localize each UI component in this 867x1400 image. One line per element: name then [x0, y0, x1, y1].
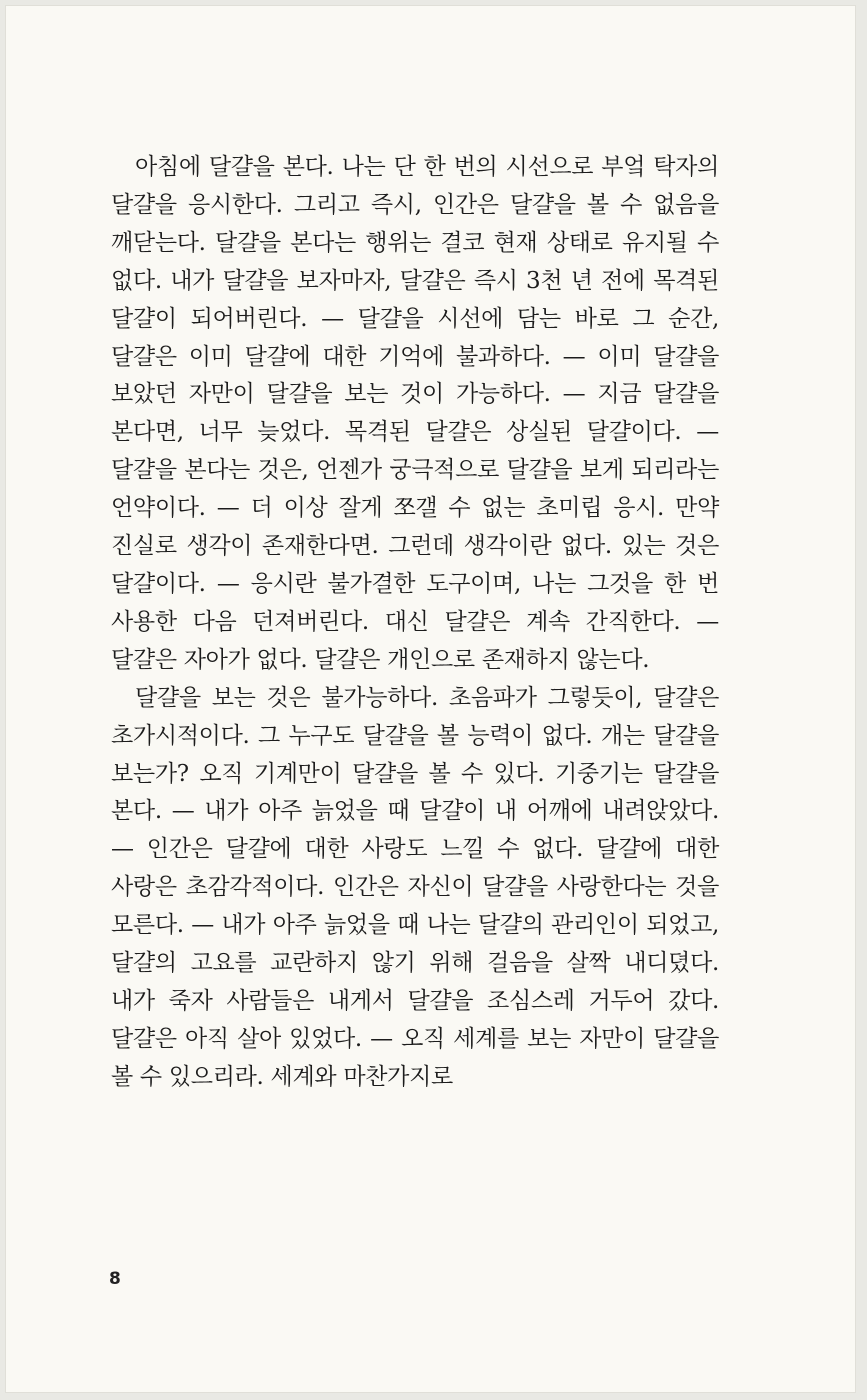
- paragraph-1: 아침에 달걀을 본다. 나는 단 한 번의 시선으로 부엌 탁자의 달걀을 응시한다. 그리고 즉시, 인간은 달걀을 볼 수 없음을 깨닫는다. 달걀을 본다는 행위는 결코 현재 상태로 유지될 수 없다. 내가 달걀을 보자마자, 달걀은 즉시 3천 년 전에 목격된 달걀이 되어버린다. — 달걀을 시선에 담는 바로 그 순간, 달걀은 이미 달걀에 대한 기억에 불과하다. — 이미 달걀을 보았던 자만이 달걀을 보는 것이 가능하다. — 지금 달걀을 본다면, 너무 늦었다. 목격된 달걀은 상실된 달걀이다. — 달걀을 본다는 것은, 언젠가 궁극적으로 달걀을 보게 되리라는 언약이다. — 더 이상 잘게 쪼갤 수 없는 초미립 응시. 만약 진실로 생각이 존재한다면. 그런데 생각이란 없다. 있는 것은 달걀이다. — 응시란 불가결한 도구이며, 나는 그것을 한 번 사용한 다음 던져버린다. 대신 달걀은 계속 간직한다. — 달걀은 자아가 없다. 달걀은 개인으로 존재하지 않는다.: [111, 154, 719, 673]
- page-number: 8: [109, 1269, 121, 1289]
- book-page: [6, 6, 855, 1392]
- paragraph-2: 달걀을 보는 것은 불가능하다. 초음파가 그렇듯이, 달걀은 초가시적이다. 그 누구도 달걀을 볼 능력이 없다. 개는 달걀을 보는가? 오직 기계만이 달걀을 볼 수 있다. 기중기는 달걀을 본다. — 내가 아주 늙었을 때 달걀이 내 어깨에 내려앉았다. — 인간은 달걀에 대한 사랑도 느낄 수 없다. 달걀에 대한 사랑은 초감각적이다. 인간은 자신이 달걀을 사랑한다는 것을 모른다. — 내가 아주 늙었을 때 나는 달걀의 관리인이 되었고, 달걀의 고요를 교란하지 않기 위해 걸음을 살짝 내디뎠다. 내가 죽자 사람들은 내게서 달걀을 조심스레 거두어 갔다. 달걀은 아직 살아 있었다. — 오직 세계를 보는 자만이 달걀을 볼 수 있으리라. 세계와 마찬가지로: [111, 684, 719, 1090]
- body-text: [111, 149, 719, 1097]
